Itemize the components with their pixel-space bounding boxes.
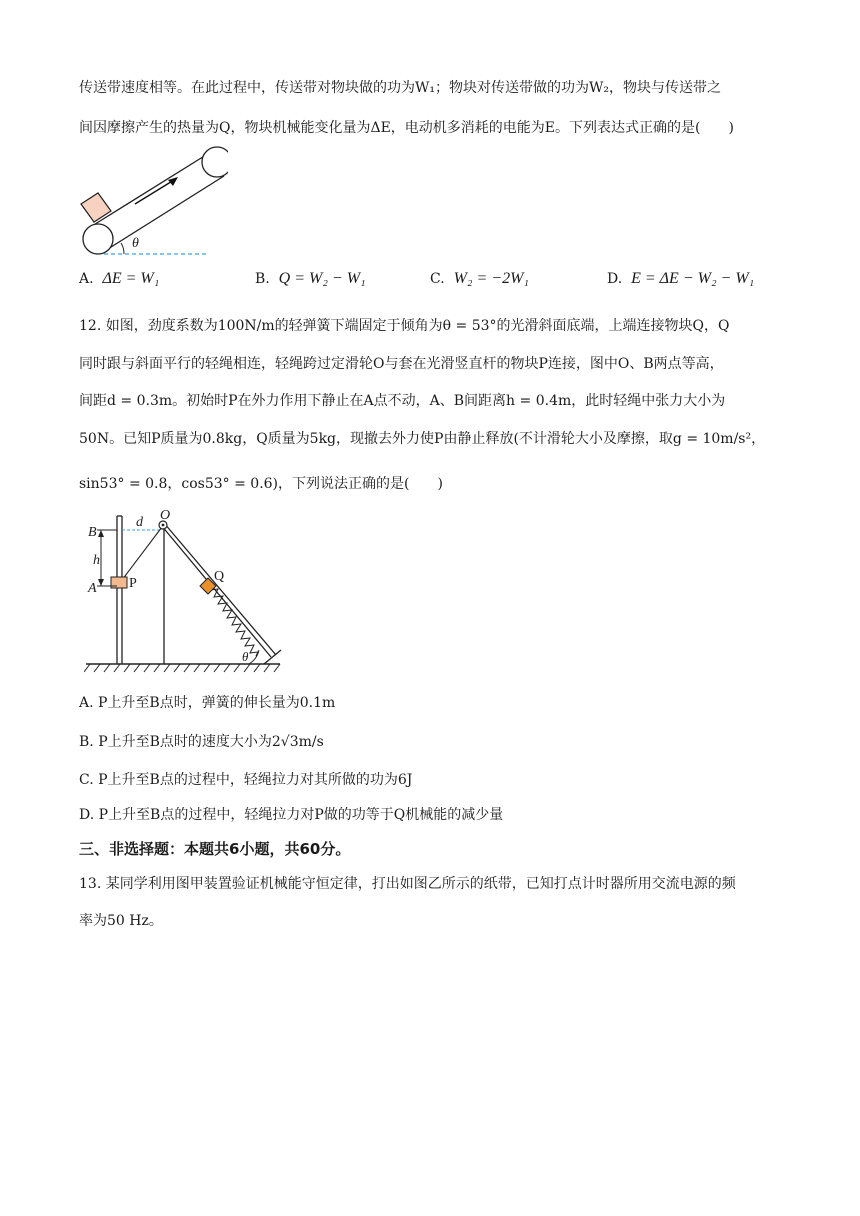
- q11-option-d[interactable]: D. E = ΔE − W₂ − W₁: [607, 270, 755, 287]
- label-h: h: [93, 553, 100, 568]
- label-a: A: [88, 581, 97, 596]
- q11-option-a[interactable]: A. ΔE = W₁: [79, 270, 160, 287]
- q12-option-b[interactable]: B. P上升至B点时的速度大小为2√3m/s: [79, 734, 324, 750]
- q12-option-a[interactable]: A. P上升至B点时，弹簧的伸长量为0.1m: [79, 695, 336, 711]
- q13-text-line1: 13. 某同学利用图甲装置验证机械能守恒定律，打出如图乙所示的纸带，已知打点计时器所用交流电源的频: [79, 876, 736, 892]
- q11-option-c[interactable]: C. W₂ = −2W₁: [430, 270, 529, 287]
- q12-text-line3: 间距d = 0.3m。初始时P在外力作用下静止在A点不动，A、B间距离h = 0.4m，此时轻绳中张力大小为: [79, 393, 726, 409]
- label-q: Q: [214, 569, 225, 584]
- q12-text-line1: 12. 如图，劲度系数为100N/m的轻弹簧下端固定于倾角为θ = 53°的光滑斜面底端，上端连接物块Q，Q: [79, 318, 730, 334]
- label-b: B: [88, 525, 97, 540]
- q11-option-b[interactable]: B. Q = W₂ − W₁: [255, 270, 366, 287]
- label-p: P: [129, 576, 137, 591]
- q11-text-line1: 传送带速度相等。在此过程中，传送带对物块做的功为W₁；物块对传送带做的功为W₂，物块与传送带之: [79, 80, 722, 96]
- incline-pulley-figure: [84, 510, 284, 676]
- bottom-roller: [83, 224, 113, 254]
- q11-text-line2: 间因摩擦产生的热量为Q，物块机械能变化量为ΔE，电动机多消耗的电能为E。下列表达式正确的是( ): [79, 120, 734, 136]
- conveyor-belt-figure: [78, 144, 228, 260]
- label-theta: θ: [242, 649, 249, 664]
- q12-text-line5: sin53° = 0.8，cos53° = 0.6)，下列说法正确的是( ): [79, 476, 443, 492]
- spring: [210, 589, 258, 656]
- angle-label: θ: [132, 236, 139, 251]
- q12-option-d[interactable]: D. P上升至B点的过程中，轻绳拉力对P做的功等于Q机械能的减少量: [79, 807, 504, 823]
- q12-text-line4: 50N。已知P质量为0.8kg，Q质量为5kg，现撤去外力使P由静止释放(不计滑轮大小及摩擦，取g = 10m/s²，: [79, 431, 766, 447]
- label-d: d: [136, 515, 143, 530]
- label-o: O: [160, 510, 171, 523]
- q12-option-c[interactable]: C. P上升至B点的过程中，轻绳拉力对其所做的功为6J: [79, 772, 413, 788]
- q13-text-line2: 率为50 Hz。: [79, 913, 163, 929]
- q12-text-line2: 同时跟与斜面平行的轻绳相连，轻绳跨过定滑轮O与套在光滑竖直杆的物块P连接，图中O、B两点等高，: [79, 356, 724, 372]
- top-roller: [202, 147, 228, 177]
- section-heading: 三、非选择题：本题共6小题，共60分。: [79, 840, 351, 858]
